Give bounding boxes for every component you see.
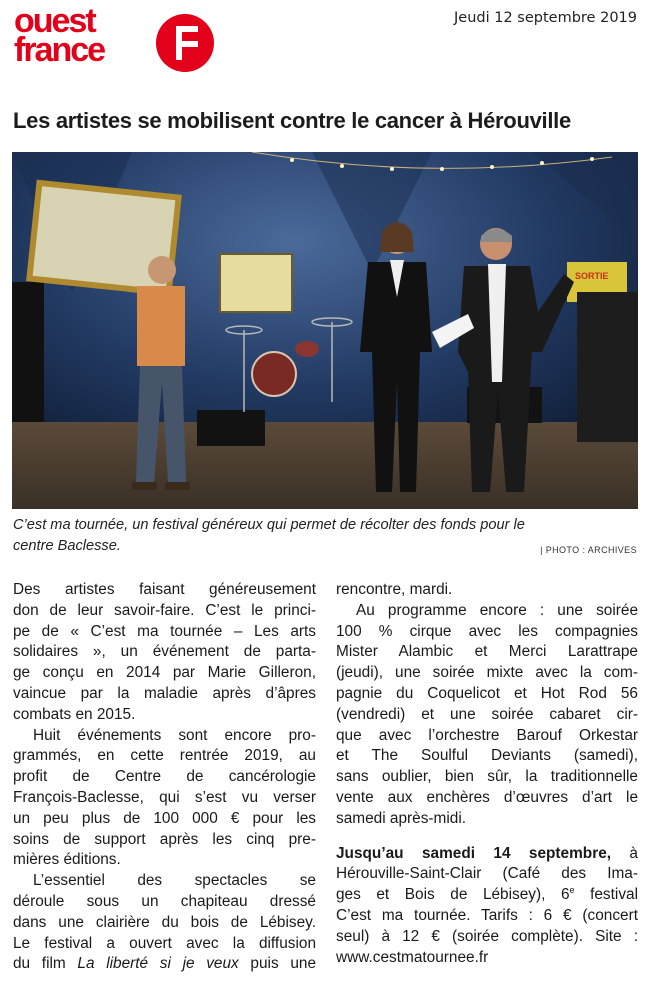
brand-line-ouest: ouest xyxy=(14,2,95,40)
masthead-logo xyxy=(14,2,214,74)
text-line: dans une clairière du bois de Lébisey. xyxy=(13,913,316,931)
text-line: vente aux enchères d’œuvres d’art le xyxy=(336,788,638,806)
festival-website: www.cestmatournee.fr xyxy=(336,948,489,966)
text-line: combats en 2015. xyxy=(13,705,136,723)
text-line: vaincue par la maladie après d’âpres xyxy=(13,684,316,702)
article-headline: Les artistes se mobilisent contre le cancer à Hérouville xyxy=(13,108,571,133)
text-line: ge conçu en 2014 par Marie Gilleron, xyxy=(13,664,316,682)
text-line: mières éditions. xyxy=(13,851,121,869)
text-line: sans oublier, bien sûr, la traditionnelle xyxy=(336,768,638,786)
text-run: à xyxy=(611,844,638,862)
text-line: seul) à 12 € (soirée complète). Site : xyxy=(336,927,638,945)
text-line: L’essentiel des spectacles se xyxy=(33,872,316,890)
text-line: Des artistes faisant généreusement xyxy=(13,581,316,598)
text-line: déroule sous un chapiteau dressé xyxy=(13,892,316,910)
film-title: La liberté si je veux xyxy=(77,955,239,973)
text-run: ges et Bois de Lébisey), 6 xyxy=(336,886,570,904)
ouest-france-logo-icon xyxy=(156,14,214,72)
text-run: du film xyxy=(13,955,78,973)
text-line: don de leur savoir-faire. C’est le princi- xyxy=(13,601,316,619)
text-line: Hérouville-Saint-Clair (Café des Ima- xyxy=(336,865,638,883)
text-line xyxy=(336,885,638,906)
text-line: soins de support après les cinq pre- xyxy=(13,830,316,848)
text-line: samedi après-midi. xyxy=(336,809,467,827)
text-line: profit de Centre de cancérologie xyxy=(13,768,316,786)
publication-date: Jeudi 12 septembre 2019 xyxy=(454,10,637,26)
article-column-right xyxy=(336,580,638,968)
caption-line-1: C’est ma tournée, un festival généreux qui permet de récolter des fonds pour le xyxy=(13,517,525,533)
text-line xyxy=(336,844,638,865)
paragraph-gap xyxy=(336,830,638,844)
stage-photo-illustration xyxy=(12,152,638,509)
event-dates: Jusqu’au samedi 14 septembre, xyxy=(336,844,612,862)
text-line: solidaires », un événement de parta- xyxy=(13,643,316,661)
text-line: rencontre, mardi. xyxy=(336,581,453,598)
text-line: que avec l’orchestre Barouf Orkestar xyxy=(336,726,638,744)
exit-sign-text: SORTIE xyxy=(575,271,609,281)
text-line: Le festival a ouvert avec la diffusion xyxy=(13,934,316,952)
text-line: Au programme encore : une soirée xyxy=(356,601,638,619)
text-line: C’est ma tournée. Tarifs : 6 € (concert xyxy=(336,906,638,924)
text-run: puis une xyxy=(238,955,317,973)
text-line: Mister Alambic et Merci Larattrape xyxy=(336,643,638,661)
article-column-left xyxy=(13,580,316,975)
text-line xyxy=(13,954,316,975)
brand-line-france: france xyxy=(14,31,105,69)
text-line: 100 % cirque avec les compagnies xyxy=(336,622,638,640)
text-line: grammés, en cette rentrée 2019, au xyxy=(13,747,316,765)
text-line: (jeudi), une soirée mixte avec la com- xyxy=(336,664,638,682)
ordinal-suffix: e xyxy=(569,885,575,896)
text-line: (vendredi) et une soirée cabaret cir- xyxy=(336,705,638,723)
text-line: pagnie du Coquelicot et Hot Rod 56 xyxy=(336,684,638,702)
text-line: Huit événements sont encore pro- xyxy=(33,726,316,744)
text-line: un peu plus de 100 000 € pour les xyxy=(13,809,316,827)
caption-line-2: centre Baclesse. xyxy=(13,538,121,554)
text-line: et The Soulful Deviants (samedi), xyxy=(336,747,638,765)
photo-credit: | PHOTO : ARCHIVES xyxy=(540,545,637,555)
text-line: pe de « C’est ma tournée – Les arts xyxy=(13,622,316,640)
article-photo xyxy=(12,152,638,509)
text-line: François-Baclesse, qui s’est vu verser xyxy=(13,788,316,806)
text-run: festival xyxy=(574,886,638,904)
